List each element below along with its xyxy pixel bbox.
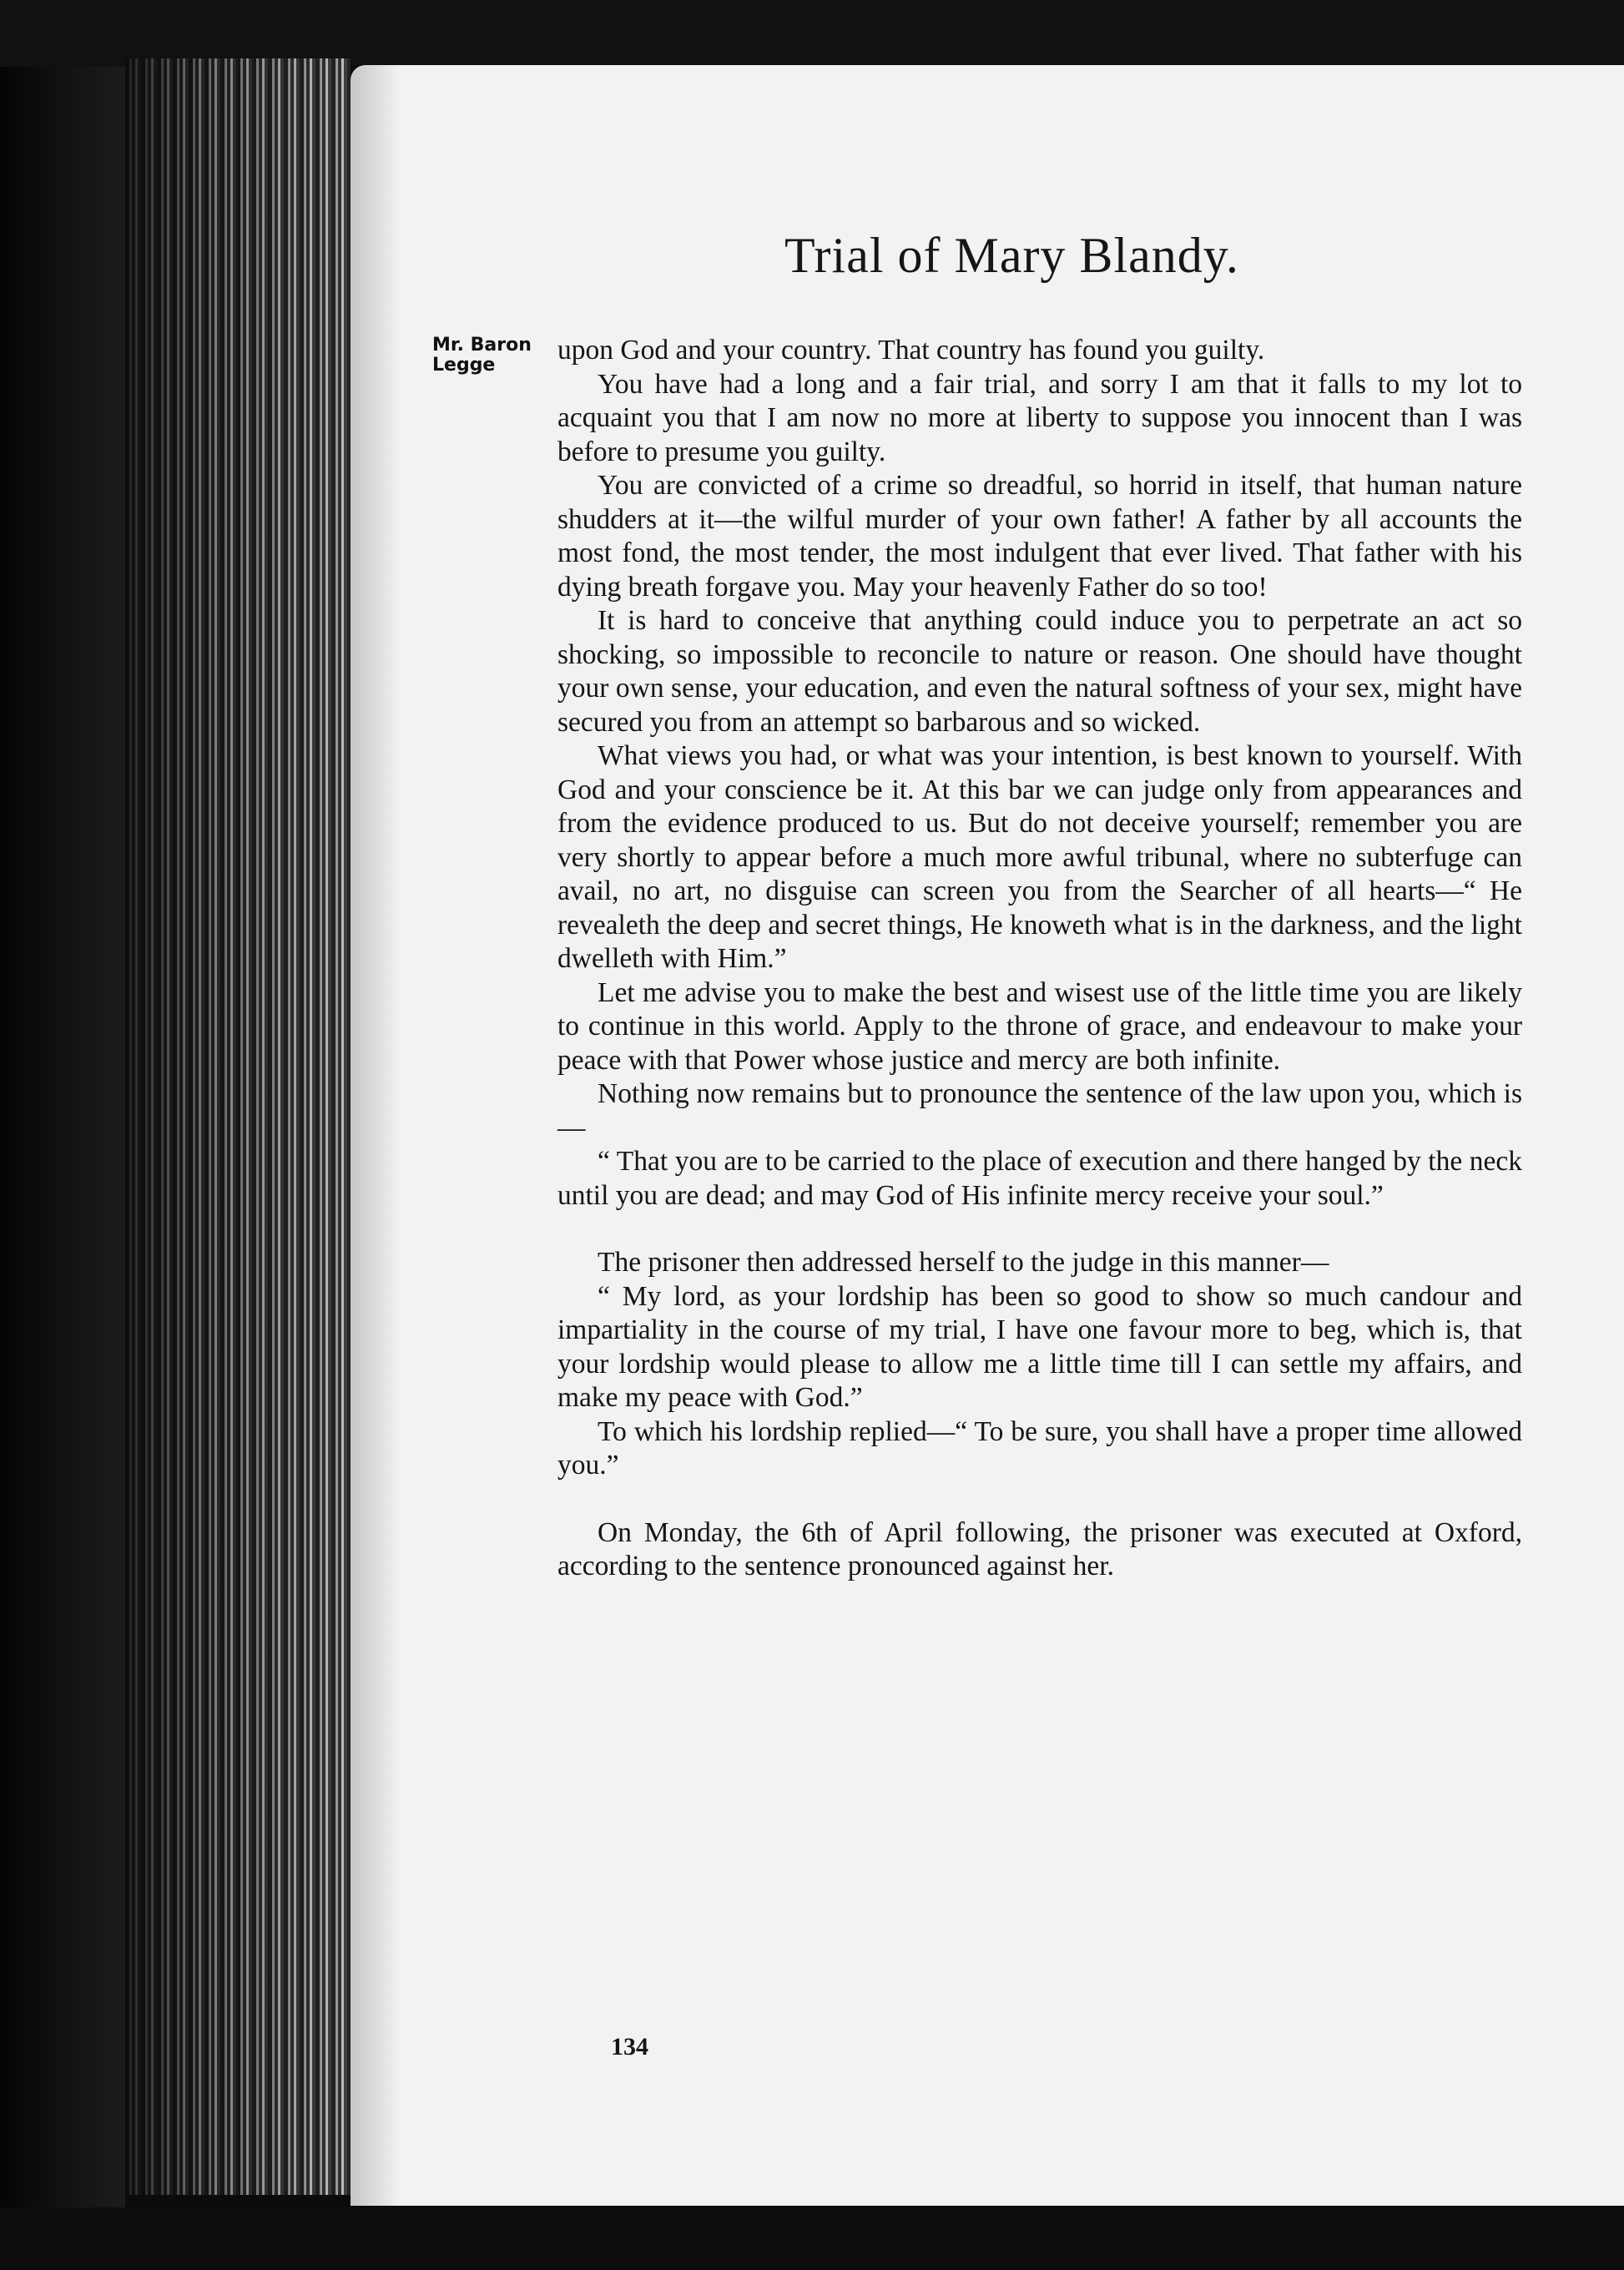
paragraph: What views you had, or what was your intention, is best known to yourself. With God and your conscience be it. At this bar we can judge only from appearances and from the evidence produced to us. But do not deceive yourself; remember you are very shortly to appear before a much more awful tribunal, where no subterfuge can avail, no art, no disguise can screen you from the Searcher of all hearts—“ He revealeth the deep and secret things, He knoweth what is in the darkness, and the light dwelleth with Him.”: [557, 740, 1522, 974]
paragraph: “ My lord, as your lordship has been so good to show so much candour and impartiality in the course of my trial, I have one favour more to beg, which is, that your lordship would please to allow me a little time till I can settle my affairs, and make my peace with God.”: [557, 1280, 1522, 1413]
paragraph: Nothing now remains but to pronounce the sentence of the law upon you, which is—: [557, 1078, 1522, 1143]
paragraph: It is hard to conceive that anything could induce you to perpetrate an act so shocking, so impossible to reconcile to nature or reason. One should have thought your own sense, your education, and even the natural softness of your sex, might have secured you from an attempt so barbarous and so wicked.: [557, 605, 1522, 738]
paragraph: You have had a long and a fair trial, and sorry I am that it falls to my lot to acquaint you that I am now no more at liberty to suppose you innocent than I was before to presume you guilty.: [557, 368, 1522, 467]
scan-bottom-border: [0, 2207, 1624, 2270]
scan-top-border: [0, 0, 1624, 67]
margin-note: [432, 335, 566, 376]
book-page-edges-shade: [125, 58, 351, 2195]
paragraph: To which his lordship replied—“ To be sure, you shall have a proper time allowed you.”: [557, 1415, 1522, 1481]
margin-note-line: Mr. Baron: [432, 335, 532, 356]
body-text: [557, 334, 1522, 1584]
paragraph: The prisoner then addressed herself to the judge in this manner—: [598, 1247, 1329, 1278]
gutter-shadow: [351, 65, 401, 2206]
paragraph: You are convicted of a crime so dreadful, so horrid in itself, that human nature shudders at it—the wilful murder of your own father! A father by all accounts the most fond, the most tender, the most indulgent that ever lived. That father with his dying breath forgave you. May your heavenly Father do so too!: [557, 470, 1522, 603]
scan-background: [0, 0, 125, 2270]
margin-note-line: Legge: [432, 355, 496, 376]
running-title: Trial of Mary Blandy.: [784, 228, 1239, 283]
page-number: 134: [611, 2033, 648, 2061]
paragraph: On Monday, the 6th of April following, the prisoner was executed at Oxford, according to the sentence pronounced against her.: [557, 1516, 1522, 1581]
paragraph: Let me advise you to make the best and wisest use of the little time you are likely to continue in this world. Apply to the throne of grace, and endeavour to make your peace with that Power whose justice and mercy are both infinite.: [557, 976, 1522, 1076]
sentence-quote: “ That you are to be carried to the place of execution and there hanged by the neck until you are dead; and may God of His infinite mercy receive your soul.”: [557, 1146, 1522, 1211]
paragraph: upon God and your country. That country has found you guilty.: [557, 335, 1265, 366]
